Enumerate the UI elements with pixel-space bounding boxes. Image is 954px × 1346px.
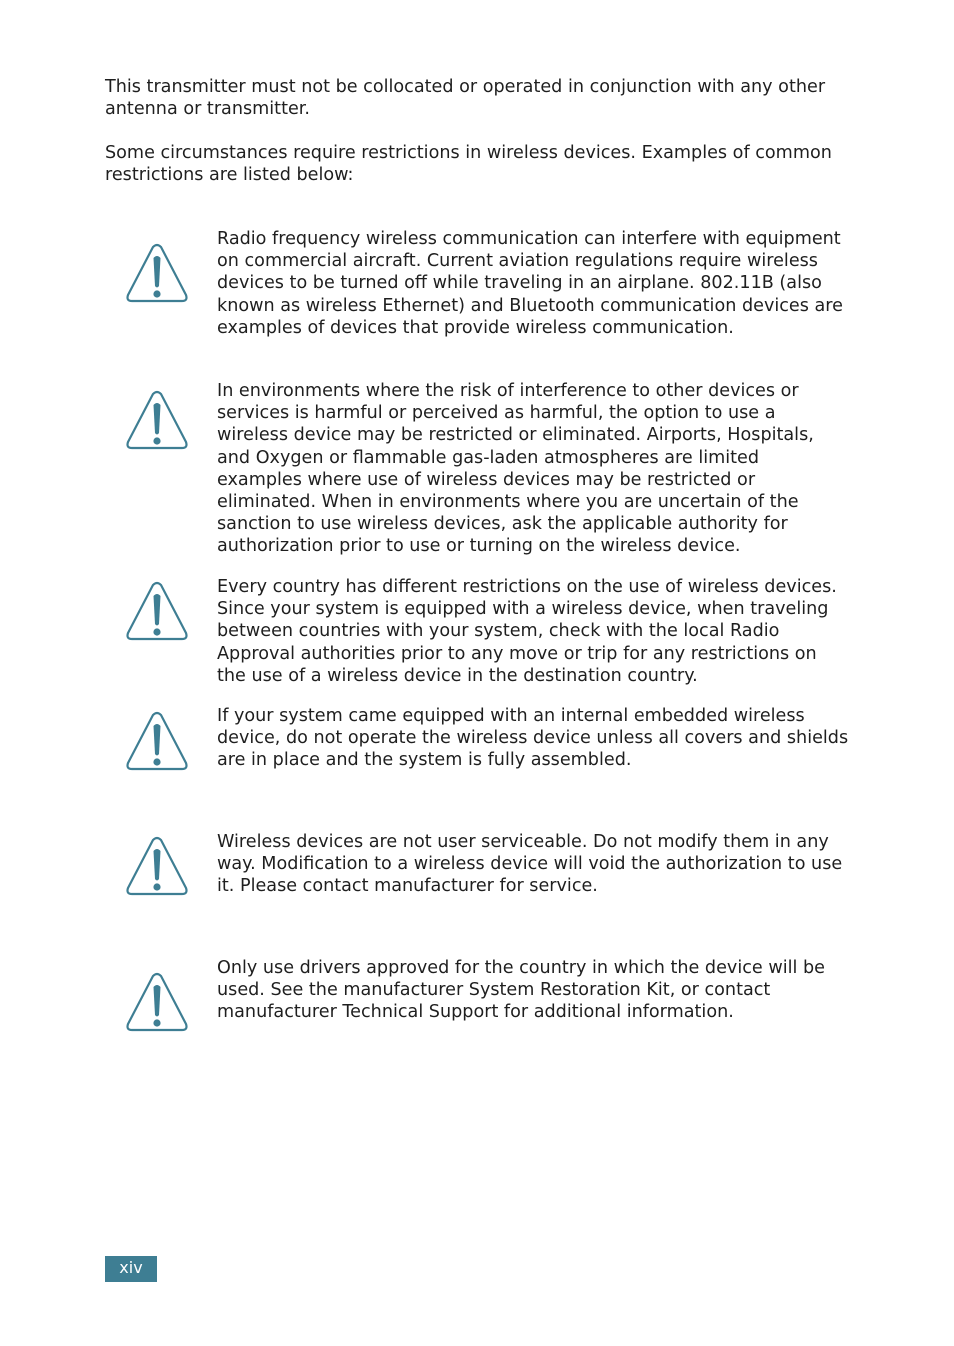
warning-text-interference: In environments where the risk of interference to other devices or services is harmful or perceived as harmful, the option to use a wireless device may be restricted or eliminated. Airports, Hospitals, and Oxygen or flammable gas-laden atmospheres are limited examples where use of wireless devices may be restricted or eliminated. When in environments where you are uncertain of the sanction to use wireless devices, ask the applicable authority for authorization prior to use or turning on the wireless device.	[217, 381, 814, 557]
warning-triangle-icon	[125, 972, 189, 1034]
warning-text-not-serviceable: Wireless devices are not user serviceable. Do not modify them in any way. Modification to a wireless device will void the authorization to use it. Please contact manufacturer for service.	[217, 832, 843, 897]
warning-triangle-icon	[125, 581, 189, 643]
warning-triangle-icon	[125, 836, 189, 898]
intro-paragraph-2: Some circumstances require restrictions in wireless devices. Examples of common restrictions are listed below:	[105, 143, 832, 186]
warning-triangle-icon	[125, 711, 189, 773]
warning-triangle-icon	[125, 390, 189, 452]
page-number-badge: xiv	[105, 1256, 157, 1282]
warning-triangle-icon	[125, 243, 189, 305]
warning-text-approved-drivers: Only use drivers approved for the country in which the device will be used. See the manufacturer System Restoration Kit, or contact manufacturer Technical Support for additional information.	[217, 958, 825, 1023]
intro-paragraph-1: This transmitter must not be collocated or operated in conjunction with any other antenna or transmitter.	[105, 77, 826, 120]
warning-text-country-restrictions: Every country has different restrictions on the use of wireless devices. Since your system is equipped with a wireless device, when traveling between countries with your system, check with the local Radio Approval authorities prior to any move or trip for any restrictions on the use of a wireless device in the destination country.	[217, 577, 837, 686]
warning-text-covers-shields: If your system came equipped with an internal embedded wireless device, do not operate the wireless device unless all covers and shields are in place and the system is fully assembled.	[217, 706, 849, 771]
warning-text-aircraft: Radio frequency wireless communication can interfere with equipment on commercial aircraft. Current aviation regulations require wireless devices to be turned off while traveling in an airplane. 802.11B (also known as wireless Ethernet) and Bluetooth communication devices are examples of devices that provide wireless communication.	[217, 229, 843, 338]
